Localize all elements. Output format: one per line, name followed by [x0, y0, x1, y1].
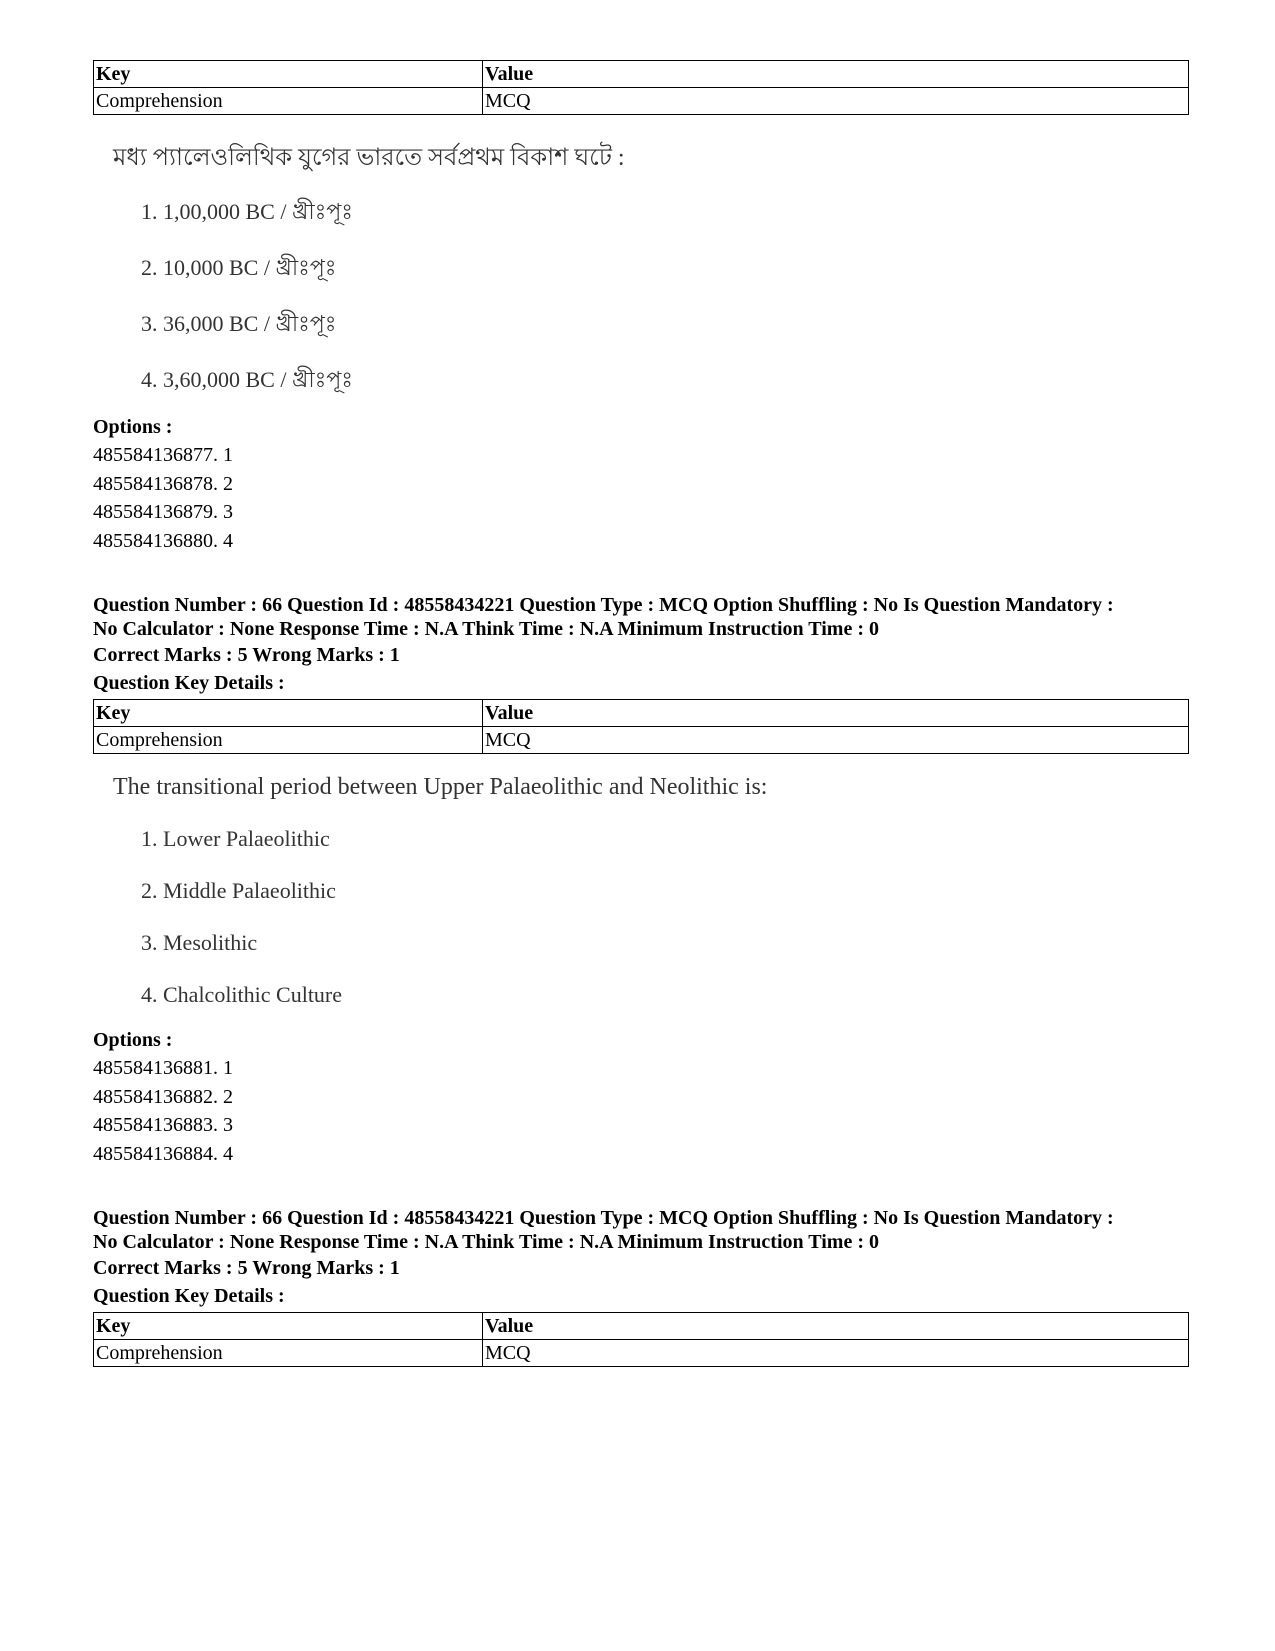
- table-header-key: Key: [94, 61, 483, 88]
- option-line: 485584136877. 1: [93, 444, 233, 466]
- question-image: [93, 139, 1189, 405]
- table-cell-value: MCQ: [483, 727, 1189, 754]
- question-meta: [93, 593, 1189, 697]
- question-text: মধ্য প্যালেওলিথিক যুগের ভারতে সর্বপ্রথম বিকাশ ঘটে :: [113, 145, 625, 171]
- question-choice: 1. 1,00,000 BC / খ্রীঃপূঃ: [141, 199, 354, 224]
- options-title: Options :: [93, 1029, 173, 1051]
- table-header-value: Value: [483, 700, 1189, 727]
- question-choice: 2. Middle Palaeolithic: [141, 878, 336, 903]
- option-line: 485584136883. 3: [93, 1114, 233, 1136]
- option-line: 485584136880. 4: [93, 529, 233, 552]
- options-section: [93, 413, 1189, 555]
- option-line: 485584136882. 2: [93, 1085, 233, 1108]
- table-header-value: Value: [483, 61, 1189, 88]
- question-meta-line1: Question Number : 66 Question Id : 48558434221 Question Type : MCQ Option Shuffling : No Is Question Mandatory :: [93, 594, 1114, 616]
- question-key-details-label: Question Key Details :: [93, 1285, 285, 1307]
- question-image: [93, 774, 1189, 1016]
- table-header-key: Key: [94, 1313, 483, 1340]
- table-cell-value: MCQ: [483, 88, 1189, 115]
- option-line: 485584136881. 1: [93, 1057, 233, 1079]
- question-meta-line2: No Calculator : None Response Time : N.A Think Time : N.A Minimum Instruction Time : 0: [93, 1231, 879, 1253]
- question-key-table: [93, 699, 1189, 754]
- document-page: [93, 60, 1189, 1367]
- question-choice: 4. 3,60,000 BC / খ্রীঃপূঃ: [141, 367, 354, 392]
- question-key-table: [93, 60, 1189, 115]
- question-text: The transitional period between Upper Palaeolithic and Neolithic is:: [113, 774, 768, 800]
- table-row: [94, 727, 1189, 754]
- question-marks: Correct Marks : 5 Wrong Marks : 1: [93, 644, 400, 666]
- question-key-details-label: Question Key Details :: [93, 672, 285, 694]
- question-meta-line2: No Calculator : None Response Time : N.A Think Time : N.A Minimum Instruction Time : 0: [93, 618, 879, 640]
- table-cell-key: Comprehension: [94, 727, 483, 754]
- question-marks: Correct Marks : 5 Wrong Marks : 1: [93, 1257, 400, 1279]
- table-header-key: Key: [94, 700, 483, 727]
- table-row: [94, 1340, 1189, 1367]
- table-header-row: [94, 1313, 1189, 1340]
- options-title: Options :: [93, 416, 173, 438]
- question-choice: 3. 36,000 BC / খ্রীঃপূঃ: [141, 311, 337, 336]
- table-row: [94, 88, 1189, 115]
- question-meta: [93, 1206, 1189, 1310]
- options-section: [93, 1026, 1189, 1168]
- question-choice: 3. Mesolithic: [141, 930, 258, 955]
- table-header-row: [94, 61, 1189, 88]
- option-line: 485584136879. 3: [93, 501, 233, 523]
- question-key-table: [93, 1312, 1189, 1367]
- question-meta-line1: Question Number : 66 Question Id : 48558434221 Question Type : MCQ Option Shuffling : No Is Question Mandatory :: [93, 1207, 1114, 1229]
- table-cell-key: Comprehension: [94, 1340, 483, 1367]
- option-line: 485584136878. 2: [93, 472, 233, 495]
- question-choice: 4. Chalcolithic Culture: [141, 982, 343, 1007]
- table-cell-key: Comprehension: [94, 88, 483, 115]
- question-choice: 2. 10,000 BC / খ্রীঃপূঃ: [141, 255, 337, 280]
- option-line: 485584136884. 4: [93, 1142, 233, 1165]
- table-header-value: Value: [483, 1313, 1189, 1340]
- table-cell-value: MCQ: [483, 1340, 1189, 1367]
- question-choice: 1. Lower Palaeolithic: [141, 826, 330, 851]
- table-header-row: [94, 700, 1189, 727]
